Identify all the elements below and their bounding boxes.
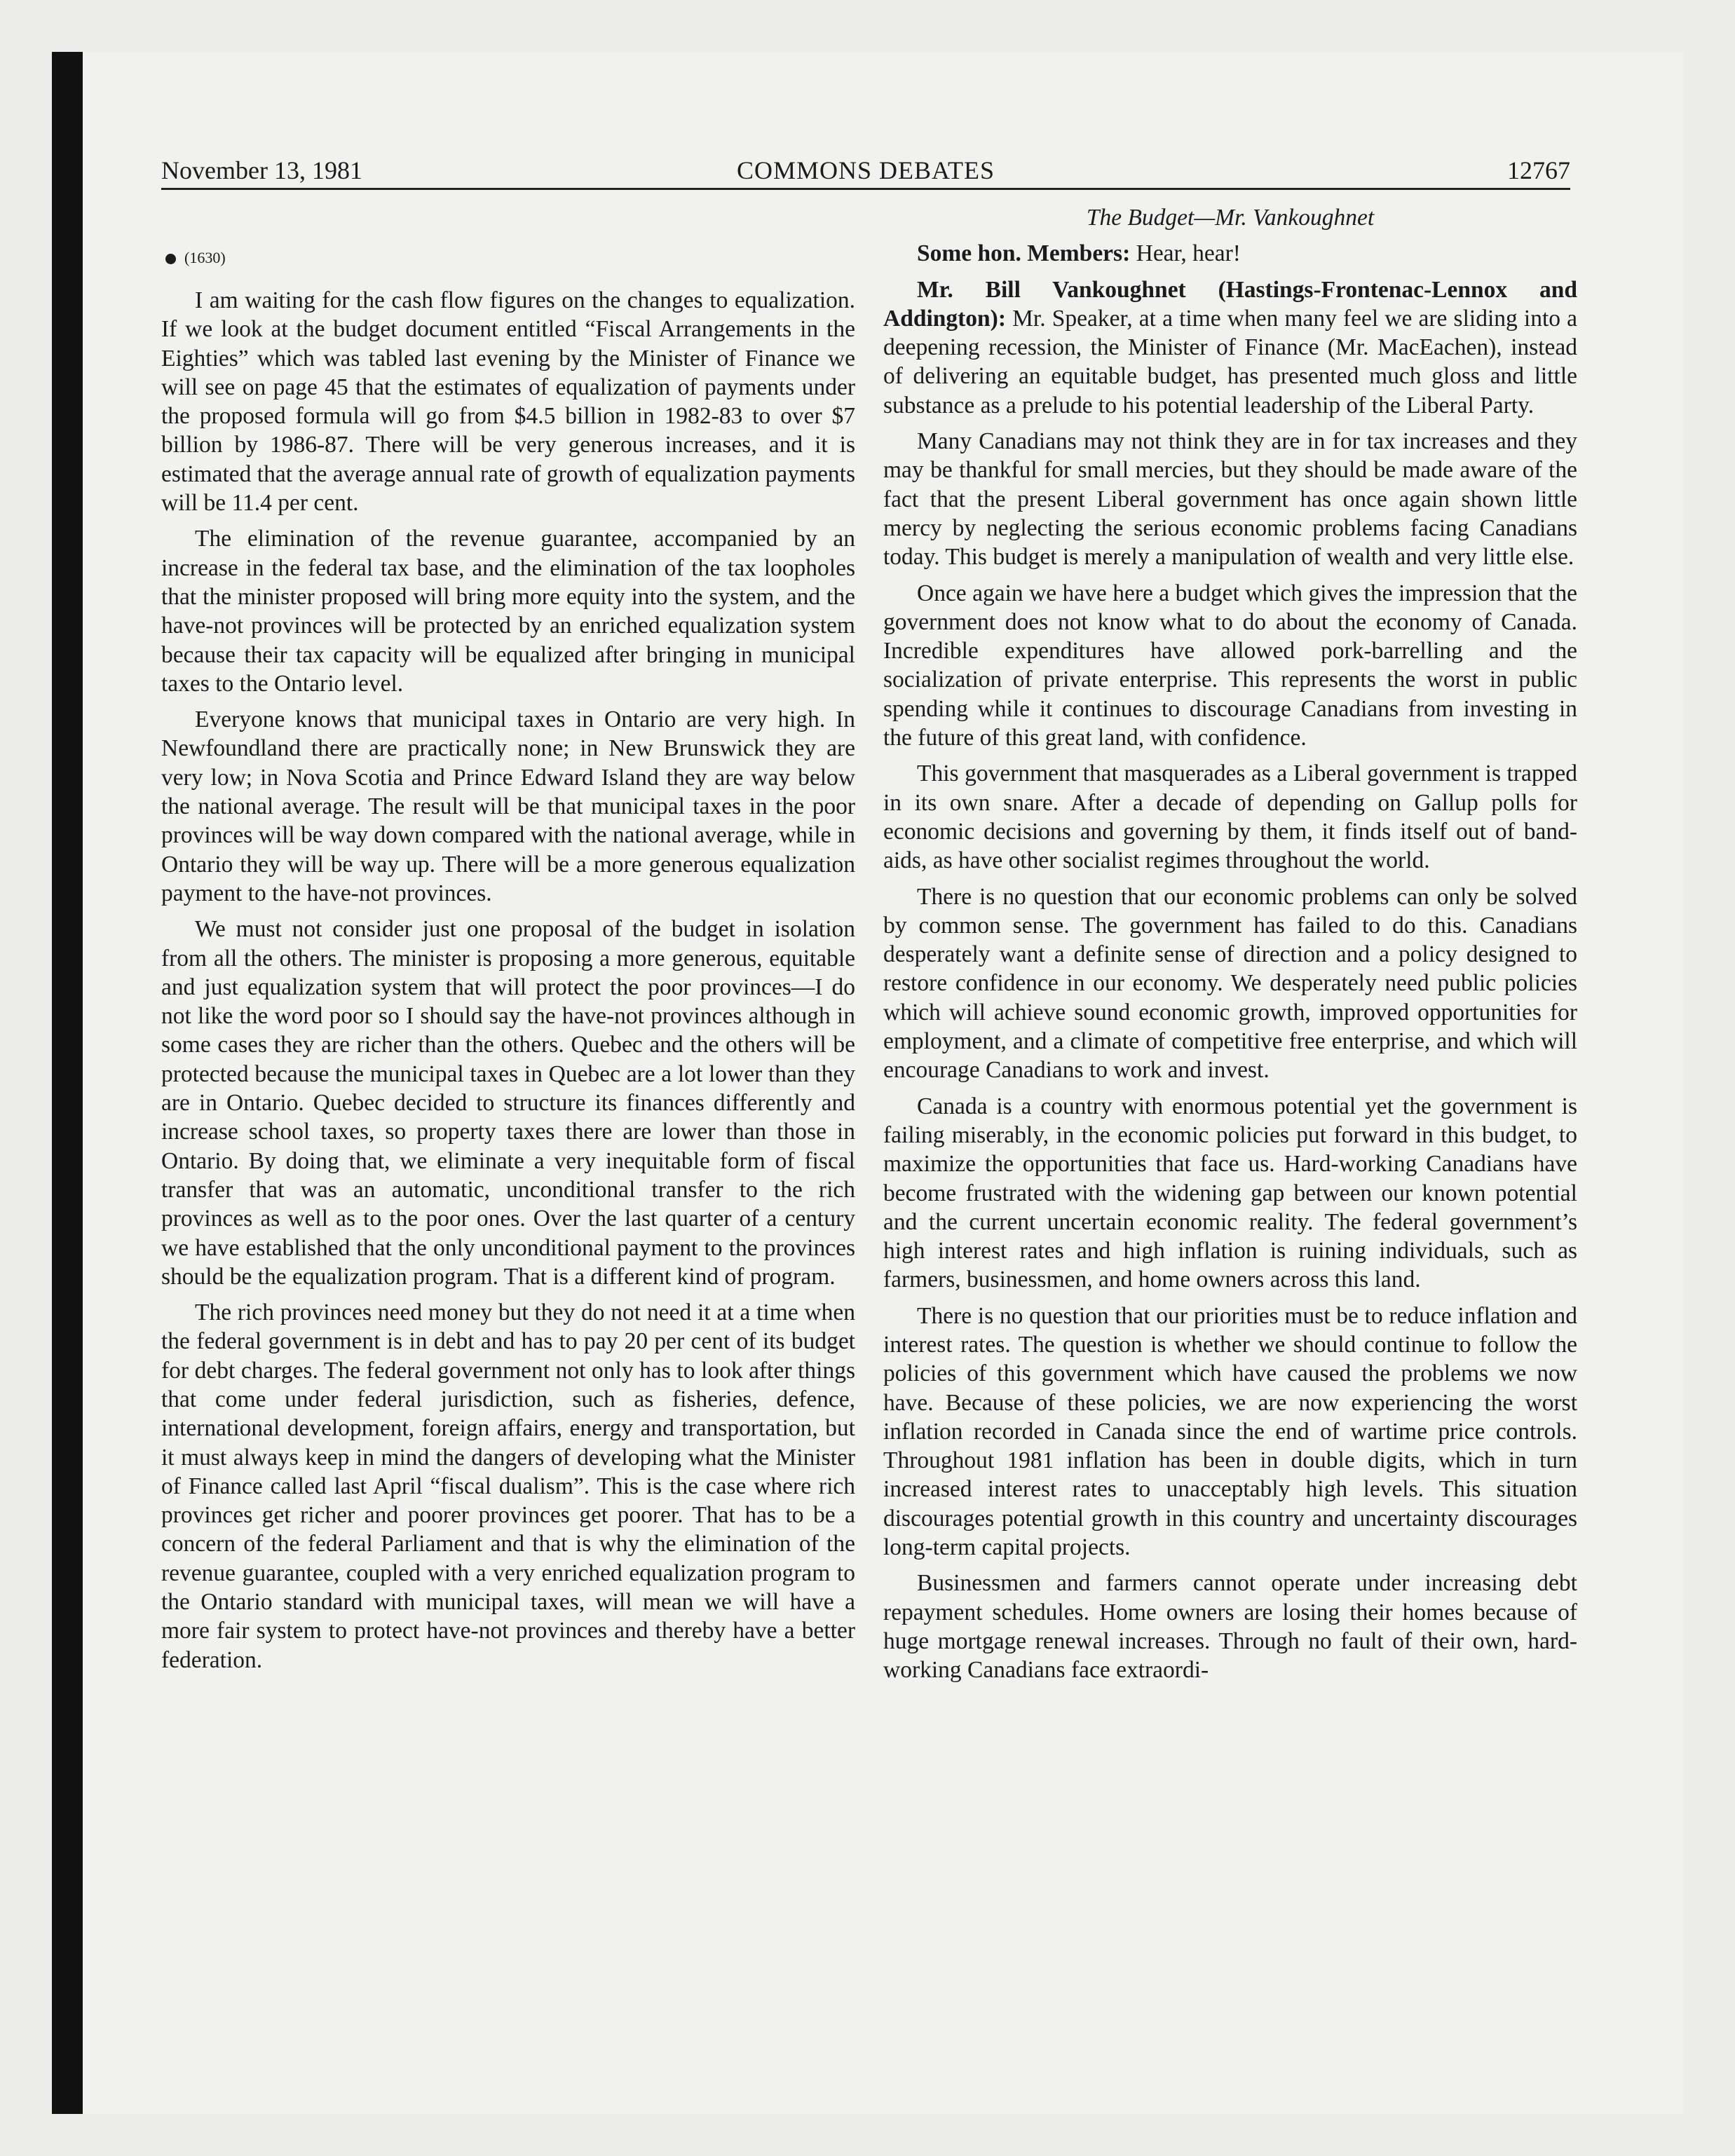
- left-column: [161, 203, 855, 1681]
- speech-opening: [883, 275, 1577, 420]
- paragraph: There is no question that our priorities must be to reduce inflation and interest rates. The question is whether we should continue to follow the policies of this government which have caused the problems we now have. Because of these policies, we are now experiencing the worst inflation recorded in Canada since the end of wartime price controls. Throughout 1981 inflation has been in double digits, which in turn increased interest rates to unacceptably high levels. This situation discourages potential growth in this country and uncertainty discourages long-term capital projects.: [883, 1302, 1577, 1561]
- header-publication: COMMONS DEBATES: [736, 156, 995, 184]
- interjection-text: Hear, hear!: [1136, 240, 1241, 267]
- time-marker: [161, 247, 855, 269]
- speaker-name: Mr. Bill Vankoughnet (Hastings-Frontenac-Lennox and Addington):: [883, 276, 1577, 332]
- paragraph: Everyone knows that municipal taxes in Ontario are very high. In Newfoundland there are practically none; in New Brunswick they are very low; in Nova Scotia and Prince Edward Island they are way below the national average. The result will be that municipal taxes in the poor provinces will be way down compared with the national average, while in Ontario they will be way up. There will be a more generous equalization payment to the have-not provinces.: [161, 707, 855, 906]
- paragraph: We must not consider just one proposal of the budget in isolation from all the others. The minister is proposing a more generous, equitable and just equalization system that will protect the poor provinces—I do not like the word poor so I should say the have-not provinces although in some cases they are richer than the others. Quebec and the others will be protected because the municipal taxes in Quebec are a lot lower than they are in Ontario. Quebec decided to structure its finances differently and increase school taxes, so property taxes there are lower than those in Ontario. By doing that, we eliminate a very inequitable form of fiscal transfer that was an automatic, unconditional transfer to the rich provinces as well as to the poor ones. Over the last quarter of a century we have established that the only unconditional payment to the provinces should be the equalization program. That is a different kind of program.: [161, 916, 855, 1290]
- interjection-speaker: Some hon. Members:: [917, 240, 1131, 267]
- paragraph: Businessmen and farmers cannot operate under increasing debt repayment schedules. Home owners are losing their homes because of huge mortgage renewal increases. Through no fault of their own, hard-working Canadians face extraordi-: [883, 1570, 1577, 1684]
- paragraph: There is no question that our economic problems can only be solved by common sense. The government has failed to do this. Canadians desperately want a definite sense of direction and a policy designed to restore confidence in our economy. We desperately need public policies which will achieve sound economic growth, improved opportunities for employment, and a climate of competitive free enterprise, and which will encourage Canadians to work and invest.: [883, 883, 1577, 1084]
- running-head: The Budget—Mr. Vankoughnet: [1086, 205, 1375, 231]
- time-marker-label: (1630): [184, 249, 226, 266]
- bullet-icon: [165, 254, 176, 264]
- paragraph: This government that masquerades as a Liberal government is trapped in its own snare. After a decade of depending on Gallup polls for economic decisions and governing by them, it finds itself out of band-aids, as have other socialist regimes throughout the world.: [883, 760, 1577, 874]
- scan-edge-bar: [52, 52, 83, 2114]
- paragraph: Once again we have here a budget which gives the impression that the government does not know what to do about the economy of Canada. Incredible expenditures have allowed pork-barrelling and the socialization of private enterprise. This represents the worst in public spending while it continues to discourage Canadians from investing in the future of this great land, with confidence.: [883, 580, 1577, 751]
- interjection: [883, 239, 1577, 268]
- header-date: November 13, 1981: [161, 156, 362, 184]
- paragraph: Canada is a country with enormous potential yet the government is failing miserably, in the economic policies put forward in this budget, to maximize the opportunities that face us. Hard-working Canadians have become frustrated with the widening gap between our known potential and the current uncertain economic reality. The federal government’s high interest rates and high inflation is ruining individuals, such as farmers, businessmen, and home owners across this land.: [883, 1093, 1577, 1293]
- paragraph: Many Canadians may not think they are in for tax increases and they may be thankful for small mercies, but they should be made aware of the fact that the present Liberal government has once again shown little mercy by neglecting the serious economic problems facing Canadians today. This budget is merely a manipulation of wealth and very little else.: [883, 428, 1577, 571]
- right-column: [883, 203, 1577, 1692]
- header-page-number: 12767: [1507, 156, 1570, 184]
- paragraph: The elimination of the revenue guarantee, accompanied by an increase in the federal tax base, and the elimination of the tax loopholes that the minister proposed will bring more equity into the system, and the have-not provinces will be protected by an enriched equalization system because their tax capacity will be equalized after bringing in municipal taxes to the Ontario level.: [161, 526, 855, 697]
- paragraph: I am waiting for the cash flow figures on the changes to equalization. If we look at the budget document entitled “Fiscal Arrangements in the Eighties” which was tabled last evening by the Minister of Finance we will see on page 45 that the estimates of equalization of payments under the proposed formula will go from $4.5 billion in 1982-83 to over $7 billion by 1986-87. There will be very generous increases, and it is estimated that the average annual rate of growth of equalization payments will be 11.4 per cent.: [161, 287, 855, 517]
- speech-opening-text: Mr. Speaker, at a time when many feel we are sliding into a deepening recession, the Minister of Finance (Mr. MacEachen), instead of delivering an equitable budget, has presented much gloss and little substance as a prelude to his potential leadership of the Liberal Party.: [883, 305, 1578, 418]
- paragraph: The rich provinces need money but they do not need it at a time when the federal government is in debt and has to pay 20 per cent of its budget for debt charges. The federal government not only has to look after things that come under federal jurisdiction, such as fisheries, defence, international development, foreign affairs, energy and transportation, but it must always keep in mind the dangers of developing what the Minister of Finance called last April “fiscal dualism”. This is the case where rich provinces get richer and poorer provinces get poorer. That has to be a concern of the federal Parliament and that is why the elimination of the revenue guarantee, coupled with a very enriched equalization program to the Ontario standard with municipal taxes, will mean we will have a more fair system to protect have-not provinces and thereby have a better federation.: [161, 1299, 855, 1673]
- page-header: [161, 153, 1570, 190]
